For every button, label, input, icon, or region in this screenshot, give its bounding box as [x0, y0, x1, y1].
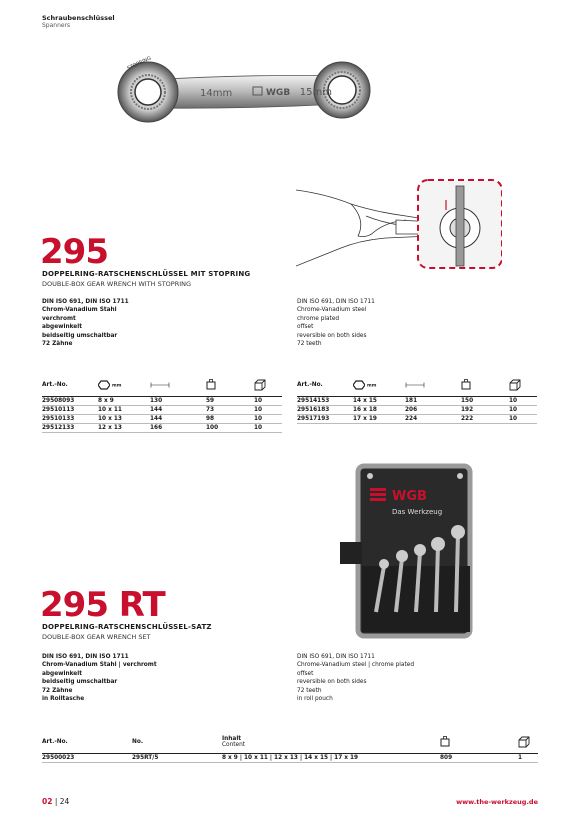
spec-line: DIN ISO 691, DIN ISO 1711 — [297, 299, 375, 305]
column-pack — [509, 374, 537, 396]
table-cell: 10 — [254, 414, 282, 423]
table-row — [297, 405, 537, 414]
table-cell: 10 — [509, 405, 537, 414]
spec-line: reversible on both sides — [297, 332, 367, 339]
table-cell: 10 — [254, 405, 282, 414]
spec-line: offset — [297, 670, 314, 677]
table-cell: 12 x 13 — [98, 423, 150, 432]
table-cell: 29516183 — [297, 405, 353, 414]
spec-line: Chrom-Vanadium Stahl — [42, 307, 117, 314]
unit-mm-label: mm — [367, 383, 377, 389]
page-index: 24 — [59, 797, 70, 806]
column-weight — [206, 374, 254, 396]
table-cell: 224 — [405, 414, 461, 423]
product-title-295: DOPPELRING-RATSCHENSCHLÜSSEL MIT STOPRING — [42, 270, 251, 278]
table-cell: 14 x 15 — [353, 396, 405, 405]
page-separator: | — [52, 797, 60, 806]
weight-icon — [461, 379, 471, 390]
column-no: No. — [132, 731, 222, 753]
spec-line: abgewinkelt — [42, 670, 83, 677]
table-cell: 17 x 19 — [353, 414, 405, 423]
table-cell: 10 — [509, 396, 537, 405]
content-label-de: Inhalt — [222, 735, 242, 742]
table-cell: 1 — [518, 753, 538, 762]
product-subtitle-295: DOUBLE-BOX GEAR WRENCH WITH STOPRING — [42, 280, 192, 288]
table-cell: 29510113 — [42, 405, 98, 414]
specs-german-295rt — [42, 653, 157, 703]
column-size — [353, 374, 405, 396]
product-number-295rt: 295 RT — [40, 585, 165, 625]
spec-line: DIN ISO 691, DIN ISO 1711 — [297, 654, 375, 660]
table-cell: 29514153 — [297, 396, 353, 405]
table-cell: 10 x 11 — [98, 405, 150, 414]
left-size-label: 14mm — [200, 88, 233, 99]
hex-nut-icon — [353, 380, 365, 390]
brand-label: WGB — [266, 88, 291, 98]
table-cell: 29500023 — [42, 753, 132, 762]
column-pack — [518, 731, 538, 753]
page-category-subtitle: Spanners — [42, 22, 71, 29]
weight-icon — [440, 736, 450, 747]
table-row — [297, 396, 537, 405]
spec-line: beidseitig umschaltbar — [42, 332, 118, 339]
table-cell: 16 x 18 — [353, 405, 405, 414]
table-cell: 130 — [150, 396, 206, 405]
page-number — [42, 797, 69, 806]
column-size — [98, 374, 150, 396]
spec-line: verchromt — [42, 315, 76, 322]
specs-german-295 — [42, 298, 129, 348]
column-weight — [461, 374, 509, 396]
spec-line: DIN ISO 691, DIN ISO 1711 — [42, 654, 129, 660]
table-row — [42, 414, 282, 423]
table-cell: 10 — [254, 423, 282, 432]
table-cell: 8 x 9 — [98, 396, 150, 405]
spec-line: chrome plated — [297, 315, 340, 322]
package-box-icon — [518, 736, 530, 748]
specs-english-295 — [297, 298, 375, 348]
article-table-right — [297, 374, 537, 424]
table-row — [42, 753, 538, 762]
table-row — [42, 423, 282, 432]
pouch-slogan: Das Werkzeug — [392, 508, 443, 516]
column-length — [405, 374, 461, 396]
table-cell: 10 — [254, 396, 282, 405]
spec-line: Chrom-Vanadium Stahl | verchromt — [42, 662, 157, 669]
column-pack — [254, 374, 282, 396]
table-cell: 29517193 — [297, 414, 353, 423]
column-artno: Art.-No. — [42, 731, 132, 753]
length-arrow-icon — [405, 382, 425, 388]
column-weight — [440, 731, 518, 753]
website-link[interactable]: www.the-werkzeug.de — [456, 798, 538, 806]
right-size-label: 15mm — [299, 87, 332, 98]
table-cell: 8 x 9 | 10 x 11 | 12 x 13 | 14 x 15 | 17 x 19 — [222, 753, 440, 762]
package-box-icon — [254, 379, 266, 391]
column-artno: Art.-No. — [297, 374, 353, 396]
package-box-icon — [509, 379, 521, 391]
article-table-set — [42, 731, 538, 763]
table-cell: 29508093 — [42, 396, 98, 405]
table-cell: 100 — [206, 423, 254, 432]
table-cell: 10 — [509, 414, 537, 423]
page-section: 02 — [42, 797, 53, 806]
weight-icon — [206, 379, 216, 390]
table-cell: 144 — [150, 405, 206, 414]
table-cell: 166 — [150, 423, 206, 432]
table-cell: 144 — [150, 414, 206, 423]
spec-line: Chrome-Vanadium steel | chrome plated — [297, 662, 414, 669]
spec-line: reversible on both sides — [297, 679, 367, 686]
page-category-title: Schraubenschlüssel — [42, 14, 115, 22]
table-cell: 29512133 — [42, 423, 98, 432]
specs-english-295rt — [297, 653, 414, 703]
spec-line: in Rolltasche — [42, 696, 85, 703]
table-cell: 98 — [206, 414, 254, 423]
table-cell: 73 — [206, 405, 254, 414]
table-cell: 295RT/5 — [132, 753, 222, 762]
spec-line: 72 Zähne — [42, 341, 73, 348]
spec-line: Chrome-Vanadium steel — [297, 307, 367, 314]
table-cell: 181 — [405, 396, 461, 405]
product-subtitle-295rt: DOUBLE-BOX GEAR WRENCH SET — [42, 633, 151, 641]
gear-wrench-image — [110, 54, 380, 136]
product-number-295: 295 — [40, 232, 108, 272]
table-row — [42, 396, 282, 405]
hex-nut-icon — [98, 380, 110, 390]
table-cell: 10 x 13 — [98, 414, 150, 423]
spec-line: abgewinkelt — [42, 324, 83, 331]
column-artno: Art.-No. — [42, 374, 98, 396]
spec-line: 72 teeth — [297, 341, 322, 348]
table-cell: 222 — [461, 414, 509, 423]
product-title-295rt: DOPPELRING-RATSCHENSCHLÜSSEL-SATZ — [42, 623, 212, 631]
table-cell: 59 — [206, 396, 254, 405]
column-content — [222, 731, 440, 753]
spec-line: 72 Zähne — [42, 687, 73, 694]
hand-stopring-illustration — [296, 176, 502, 274]
content-label-en: Content — [222, 741, 246, 748]
pouch-brand: WGB — [392, 489, 427, 504]
table-cell: 150 — [461, 396, 509, 405]
table-row — [42, 405, 282, 414]
roll-pouch-image — [340, 462, 482, 640]
column-length — [150, 374, 206, 396]
stopring-label: STOPRING — [126, 55, 153, 72]
spec-line: beidseitig umschaltbar — [42, 679, 118, 686]
spec-line: 72 teeth — [297, 687, 322, 694]
article-table-left — [42, 374, 282, 433]
unit-mm-label: mm — [112, 383, 122, 389]
table-cell: 206 — [405, 405, 461, 414]
spec-line: in roll pouch — [297, 696, 333, 703]
table-cell: 29510133 — [42, 414, 98, 423]
table-cell: 809 — [440, 753, 518, 762]
table-row — [297, 414, 537, 423]
table-cell: 192 — [461, 405, 509, 414]
spec-line: offset — [297, 324, 314, 331]
spec-line: DIN ISO 691, DIN ISO 1711 — [42, 299, 129, 305]
length-arrow-icon — [150, 382, 170, 388]
